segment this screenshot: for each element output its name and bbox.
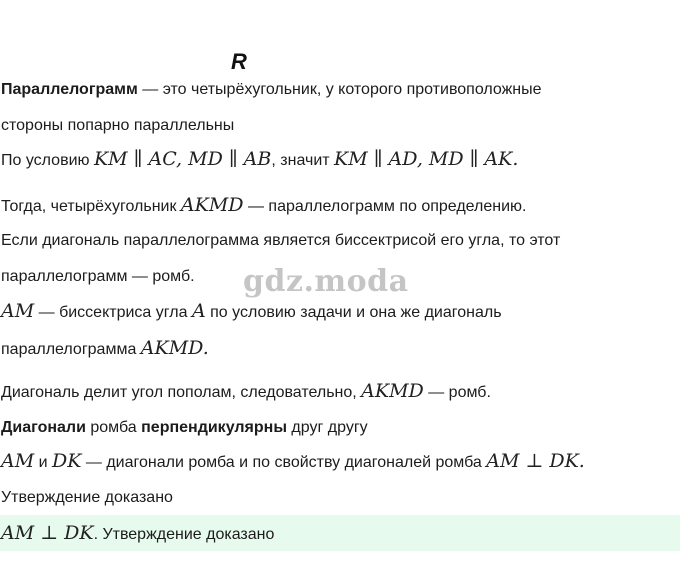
- answer-line: [1, 523, 274, 545]
- rule-line-1: [1, 231, 560, 251]
- text: по условию задачи и она же диагональ: [205, 304, 502, 321]
- heading-letter: R: [231, 49, 247, 74]
- definition-line-1: [1, 80, 542, 100]
- text: ромба: [85, 419, 142, 436]
- math-expression: DK: [52, 450, 82, 472]
- text: параллелограмма: [1, 341, 141, 358]
- math-expression: AM ⊥ DK: [1, 522, 94, 544]
- rule-line-2: [1, 267, 195, 287]
- text: По условию: [1, 152, 94, 169]
- text: — биссектриса угла: [34, 304, 192, 321]
- math-expression: AM: [1, 300, 35, 322]
- math-expression: AM ⊥ DK.: [486, 450, 585, 472]
- math-expression: AKMD: [361, 380, 424, 402]
- text: Диагональ делит угол пополам, следовательно,: [1, 384, 362, 401]
- text: Утверждение доказано: [1, 489, 173, 506]
- math-expression: A: [191, 300, 206, 322]
- text: параллелограмм — ромб.: [1, 268, 195, 285]
- bisector-line-1: [1, 301, 502, 323]
- math-expression: KM ∥ AD, MD ∥ AK.: [334, 148, 519, 170]
- math-expression: KM ∥ AC, MD ∥ AB: [93, 148, 272, 170]
- term-parallelogram: Параллелограмм: [1, 81, 138, 98]
- text: и: [34, 454, 53, 471]
- rhombus-line: [1, 381, 491, 403]
- text: , значит: [271, 152, 335, 169]
- text: Тогда, четырёхугольник: [1, 198, 181, 215]
- text: Если диагональ параллелограмма является биссектрисой его угла, то этот: [1, 232, 561, 249]
- parallelogram-line: [1, 195, 526, 217]
- text: — диагонали ромба и по свойству диагоналей ромба: [81, 454, 487, 471]
- bisector-line-2: [1, 338, 209, 360]
- watermark-logo: gdz.moda: [243, 264, 409, 299]
- text: — ромб.: [423, 384, 491, 401]
- definition-text-cont: стороны попарно параллельны: [1, 117, 235, 134]
- text: друг другу: [286, 419, 368, 436]
- text: — параллелограмм по определению.: [243, 198, 527, 215]
- math-expression: AM: [1, 450, 35, 472]
- math-expression: AKMD: [180, 194, 244, 216]
- definition-text: — это четырёхугольник, у которого противоположные: [137, 81, 542, 98]
- definition-line-2: [1, 116, 234, 136]
- diagonals-property-line: [1, 418, 368, 438]
- text: . Утверждение доказано: [93, 526, 275, 543]
- term-diagonals: Диагонали: [1, 419, 86, 436]
- condition-line: [1, 149, 518, 171]
- term-perpendicular: перпендикулярны: [141, 419, 287, 436]
- conclusion-line: [1, 451, 585, 473]
- proved-line: [1, 488, 173, 508]
- math-expression: AKMD.: [140, 337, 209, 359]
